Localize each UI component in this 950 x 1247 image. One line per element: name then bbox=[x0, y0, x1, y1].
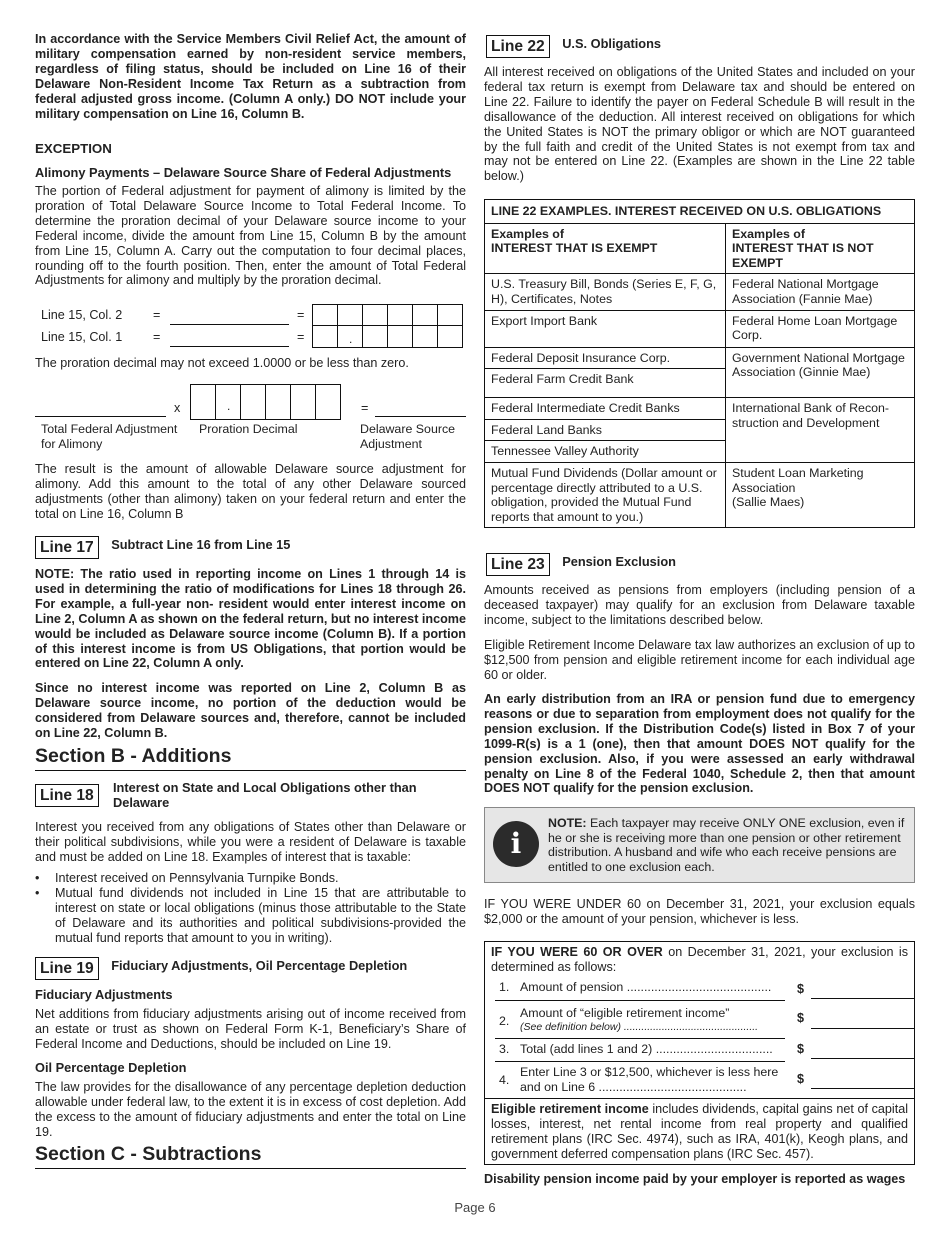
eligible-bold: Eligible retirement income bbox=[491, 1102, 649, 1116]
delaware-source-field[interactable] bbox=[375, 416, 466, 417]
col2-field[interactable] bbox=[170, 324, 289, 325]
not-exempt-cell: Student Loan Marketing Association (Sallie Maes) bbox=[726, 462, 915, 527]
adjustment-calc bbox=[35, 384, 466, 456]
table-title: LINE 22 EXAMPLES. INTEREST RECEIVED ON U.S. OBLIGATIONS bbox=[485, 200, 915, 224]
total-federal-label: Total Federal Adjustment for Alimony bbox=[41, 422, 178, 451]
equals-sign: = bbox=[361, 401, 369, 415]
line17-note1: NOTE: The ratio used in reporting income on Lines 1 through 14 is used in determining the ratio of modifications for Lines 18 through 26. For example, a full-year non- resident would enter interest income on Line 2, Column A as shown on the federal return, but no interest income would be included as Delaware source income (Column B). If a portion of this interest income is from US Obligations, that portion would be entered on Line 22, Column A only. bbox=[35, 567, 466, 671]
row-text: Amount of pension .......................................... bbox=[520, 980, 772, 994]
line19-header bbox=[35, 957, 407, 980]
row-text: Enter Line 3 or $12,500, whichever is less here and on Line 6 ........................................... bbox=[520, 1065, 779, 1094]
info-icon: i bbox=[493, 821, 539, 867]
row-text: Total (add lines 1 and 2) .................................. bbox=[520, 1042, 773, 1056]
exempt-cell: Mutual Fund Dividends (Dollar amount or percentage directly attributed to a U.S. obligation, provided the Mutual Fund reports that amount to you.) bbox=[485, 462, 726, 527]
line19-box: Line 19 bbox=[35, 957, 99, 980]
line18-box: Line 18 bbox=[35, 784, 99, 807]
line23-early-distribution: An early distribution from an IRA or pension fund due to emergency reasons or due to separation from employment does not qualify for the pension exclusion. If the Distribution Code(s) listed in Box 7 of your 1099-R(s) is a 1 (one), then that amount DOES NOT qualify for the pension exclusion. Also, if you were assessed an early withdrawal penalty on Line 8 of the Federal 1040, Schedule 2, then that amount DOES NOT qualify for the pension exclusion. bbox=[484, 692, 915, 796]
calc-row1-label: Line 15, Col. 2 bbox=[41, 308, 123, 322]
page-number: Page 6 bbox=[454, 1200, 496, 1215]
pension-row-3 bbox=[499, 1042, 799, 1057]
dollar-sign: $ bbox=[797, 1072, 805, 1086]
ratio-digit-boxes[interactable] bbox=[312, 304, 463, 348]
not-exempt-cell: Federal Home Loan Mortgage Corp. bbox=[726, 310, 915, 347]
line18-header bbox=[35, 780, 466, 814]
alimony-heading: Alimony Payments – Delaware Source Share of Federal Adjustments bbox=[35, 165, 452, 180]
table-row bbox=[485, 398, 915, 420]
line18-text: Interest you received from any obligations of States other than Delaware or their political subdivisions, while you were a resident of Delaware is taxable and must be added on Line 18. Examples of interest that is taxable: bbox=[35, 820, 466, 864]
eligible-rest: includes dividends, capital gains net of capital losses, interest, net rental income from real property and qualified retirement plans (IRC Sec. 4974), such as IRA, 401(k), Keogh plans, and government deferred compensation plans (IRC Sec. 457). bbox=[491, 1102, 908, 1161]
section-divider bbox=[485, 1098, 914, 1099]
over60-bold: IF YOU WERE 60 OR OVER bbox=[491, 945, 663, 959]
line23-box: Line 23 bbox=[486, 553, 550, 576]
exempt-cell: Federal Land Banks bbox=[485, 419, 726, 441]
oil-text: The law provides for the disallowance of any percentage depletion deduction allowable under federal law, to the extent it is in excess of cost depletion. Add the excess to the amount of fiduciary adjustments and enter the total on Line 19. bbox=[35, 1080, 466, 1139]
row-divider bbox=[495, 1000, 785, 1001]
not-exempt-cell: International Bank of Recon-struction and Development bbox=[726, 398, 915, 463]
row-num: 3. bbox=[499, 1042, 510, 1056]
line23-text1: Amounts received as pensions from employers (including pension of a deceased taxpayer) may qualify for an exclusion from Delaware taxable income, subject to the limitations described below. bbox=[484, 583, 915, 627]
row-num: 2. bbox=[499, 1014, 510, 1028]
exclusion-field[interactable] bbox=[811, 1088, 914, 1089]
note-box bbox=[484, 807, 915, 883]
note-body: Each taxpayer may receive ONLY ONE exclusion, even if he or she is receiving more than one pension or other retirement distribution. A husband and wife who each receive pensions are entitled to one exclusion each. bbox=[548, 816, 905, 874]
row-num: 4. bbox=[499, 1073, 510, 1087]
alimony-text: The portion of Federal adjustment for payment of alimony is limited by the proration of Total Delaware Source Income to Total Federal Income. To determine the proration decimal of your Delaware source income to your Federal income, divide the amount from Line 15, Column B by the amount from Line 15, Column A. Carry out the computation to four decimal places, rounding off to the fourth position. Then, enter the amount of Total Federal Adjustments for alimony and multiply by the proration decimal. bbox=[35, 184, 466, 288]
line17-box: Line 17 bbox=[35, 536, 99, 559]
proration-decimal-boxes[interactable] bbox=[190, 384, 341, 420]
calc-eq: = bbox=[153, 308, 161, 322]
proration-note: The proration decimal may not exceed 1.0000 or be less than zero. bbox=[35, 356, 409, 370]
not-exempt-cell: Government National Mortgage Association (Ginnie Mae) bbox=[726, 347, 915, 398]
exempt-cell: Federal Deposit Insurance Corp. bbox=[485, 347, 726, 369]
list-item: • Mutual fund dividends not included in Line 15 that are attributable to interest on state or local obligations (minus those attributable to the State of Delaware and its authorities and political subdivisions-provided the mutual fund reports that amount to you in writing). bbox=[35, 886, 466, 946]
over60-text bbox=[491, 945, 908, 975]
row-divider bbox=[495, 1061, 785, 1062]
line22-text: All interest received on obligations of the United States and included on your federal tax return is exempt from Delaware tax and should be entered on Line 22. Failure to identify the payer on Federal Schedule B will result in the disallowance of the deduction. All interest received on obligations for which the United States is NOT the primary obligor or which are NOT guaranteed by the full faith and credit of the United States is not exempt from tax and may not be entered on Line 22. (Examples are shown in the Line 22 table below.) bbox=[484, 65, 915, 184]
line23-header bbox=[486, 553, 676, 576]
table-row bbox=[485, 462, 915, 527]
line23-title: Pension Exclusion bbox=[562, 554, 676, 569]
calc-row2-label: Line 15, Col. 1 bbox=[41, 330, 123, 344]
proration-calc bbox=[35, 304, 466, 348]
line17-header bbox=[35, 536, 290, 559]
line18-bullets bbox=[35, 871, 466, 946]
line17-title: Subtract Line 16 from Line 15 bbox=[111, 537, 291, 552]
line22-examples-table bbox=[484, 199, 915, 528]
line22-title: U.S. Obligations bbox=[562, 36, 662, 51]
row-num: 1. bbox=[499, 980, 510, 994]
dollar-sign: $ bbox=[797, 1042, 805, 1056]
table-row bbox=[485, 274, 915, 310]
note-text bbox=[548, 816, 906, 874]
under60-text: IF YOU WERE UNDER 60 on December 31, 2021, your exclusion equals $2,000 or the amount of your pension, whichever is less. bbox=[484, 897, 915, 926]
exception-heading: EXCEPTION bbox=[35, 141, 112, 156]
line18-title: Interest on State and Local Obligations other than Delaware bbox=[113, 780, 417, 810]
pension-row-1 bbox=[499, 980, 799, 995]
delaware-source-label: Delaware Source Adjustment bbox=[360, 422, 456, 451]
row-text: Amount of “eligible retirement income” bbox=[520, 1006, 730, 1020]
ratio-divider bbox=[312, 325, 462, 326]
military-intro: In accordance with the Service Members Civil Relief Act, the amount of military compensation earned by non-resident service members, regardless of filing status, should be included on Line 16 of their Delaware Non-Resident Income Tax Return as a subtraction from federal adjusted gross income. (Column A only.) DO NOT include your military compensation on Line 16, Column B. bbox=[35, 32, 466, 121]
proration-decimal-label: Proration Decimal bbox=[199, 422, 298, 436]
exempt-cell: Federal Intermediate Credit Banks bbox=[485, 398, 726, 420]
line23-text2: Eligible Retirement Income Delaware tax law authorizes an exclusion of up to $12,500 from pension and eligible retirement income for each individual age 60 or older. bbox=[484, 638, 915, 682]
note-label: NOTE: bbox=[548, 816, 587, 830]
fiduciary-heading: Fiduciary Adjustments bbox=[35, 987, 173, 1002]
line22-header bbox=[486, 35, 661, 58]
list-item: • Interest received on Pennsylvania Turnpike Bonds. bbox=[35, 871, 466, 886]
pension-amount-field[interactable] bbox=[811, 998, 914, 999]
section-b-heading: Section B - Additions bbox=[35, 745, 466, 771]
decimal-point: . bbox=[227, 399, 231, 413]
header-not-exempt: Examples of INTEREST THAT IS NOT EXEMPT bbox=[726, 223, 915, 274]
col1-field[interactable] bbox=[170, 346, 289, 347]
exempt-cell: U.S. Treasury Bill, Bonds (Series E, F, G, H), Certificates, Notes bbox=[485, 274, 726, 310]
eligible-definition bbox=[491, 1102, 908, 1162]
disability-text: Disability pension income paid by your employer is reported as wages bbox=[484, 1172, 906, 1186]
row-subtext: (See definition below) .............................................. bbox=[520, 1021, 759, 1033]
line19-title: Fiduciary Adjustments, Oil Percentage Depletion bbox=[111, 958, 408, 973]
calc-eq: = bbox=[153, 330, 161, 344]
result-text: The result is the amount of allowable Delaware source adjustment for alimony. Add this amount to the total of any other Delaware sourced adjustments (other than alimony) taken on your federal return and enter the total on Line 16, Column B bbox=[35, 462, 466, 521]
oil-heading: Oil Percentage Depletion bbox=[35, 1060, 187, 1075]
table-row bbox=[485, 347, 915, 369]
header-exempt: Examples of INTEREST THAT IS EXEMPT bbox=[485, 223, 726, 274]
times-sign: x bbox=[174, 401, 181, 415]
exempt-cell: Federal Farm Credit Bank bbox=[485, 369, 726, 398]
line17-note2: Since no interest income was reported on Line 2, Column B as Delaware source income, no portion of the deduction would be considered from Delaware sources and, therefore, cannot be included on Line 22, Column B. bbox=[35, 681, 466, 740]
total-field[interactable] bbox=[811, 1058, 914, 1059]
not-exempt-cell: Federal National Mortgage Association (Fannie Mae) bbox=[726, 274, 915, 310]
table-row bbox=[485, 310, 915, 347]
dollar-sign: $ bbox=[797, 1011, 805, 1025]
eligible-income-field[interactable] bbox=[811, 1028, 914, 1029]
exempt-cell: Export Import Bank bbox=[485, 310, 726, 347]
section-c-heading: Section C - Subtractions bbox=[35, 1143, 466, 1169]
decimal-point: . bbox=[349, 332, 353, 346]
fiduciary-text: Net additions from fiduciary adjustments arising out of income received from an estate or trust as shown on Federal Form K-1, Beneficiary’s Share of Federal Income and Deductions, should be included on Line 19. bbox=[35, 1007, 466, 1051]
exempt-cell: Tennessee Valley Authority bbox=[485, 441, 726, 463]
over60-rest: on December 31, 2021, your exclusion is determined as follows: bbox=[491, 945, 909, 974]
calc-eq: = bbox=[297, 330, 305, 344]
total-federal-field[interactable] bbox=[35, 416, 166, 417]
dollar-sign: $ bbox=[797, 982, 805, 996]
row-divider bbox=[495, 1038, 785, 1039]
line22-box: Line 22 bbox=[486, 35, 550, 58]
calc-eq: = bbox=[297, 308, 305, 322]
pension-calc-box bbox=[484, 941, 915, 1165]
